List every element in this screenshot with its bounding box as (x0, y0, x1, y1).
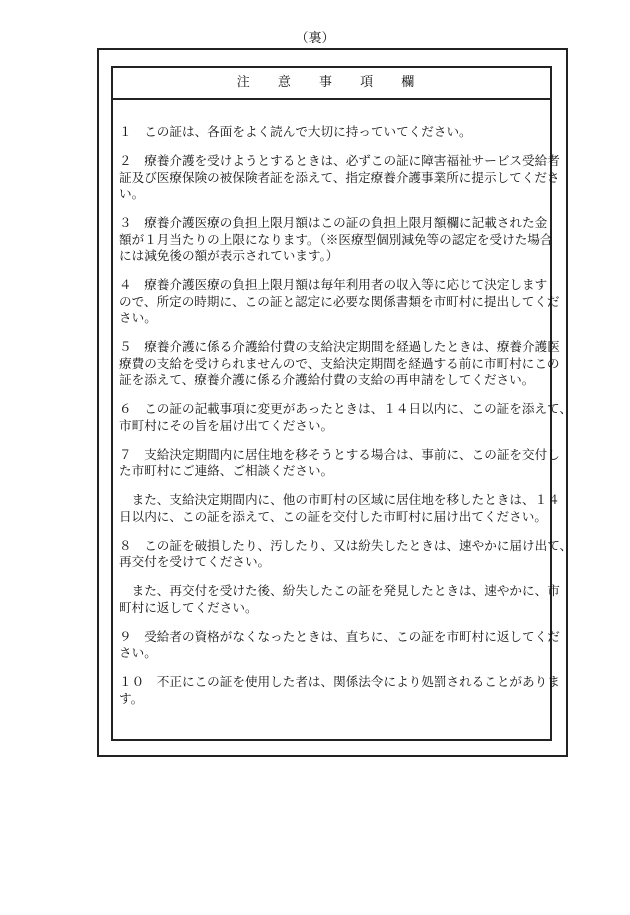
note-line: 町村に返してください。 (119, 599, 258, 615)
note-line: また、再交付を受けた後、紛失したこの証を発見したときは、速やかに、市 (119, 583, 560, 598)
note-item (119, 628, 560, 662)
note-item (119, 124, 550, 141)
note-item (119, 492, 560, 525)
note-line: ４ 療養介護医療の負担上限月額は毎年利用者の収入等に応じて決定します (119, 277, 548, 292)
note-line: 日以内に、この証を添えて、この証を交付した市町村に届け出てください。 (119, 508, 547, 524)
note-line: た市町村にご連絡、ご相談ください。 (119, 463, 334, 478)
note-line: さい。 (119, 645, 157, 660)
note-line: また、支給決定期間内に、他の市町村の区域に居住地を移したときは、１４ (119, 492, 560, 507)
note-line: さい。 (119, 310, 157, 325)
note-line: 市町村にその旨を届け出てください。 (119, 417, 334, 433)
note-line: 療費の支給を受けられませんので、支給決定期間を経過する前に市町村にこの (119, 355, 560, 371)
note-line: 額が１月当たりの上限になります。（※医療型個別減免等の認定を受けた場合 (119, 231, 553, 247)
note-line: には減免後の額が表示されています。） (119, 248, 339, 263)
note-item (119, 277, 560, 327)
note-line: す。 (119, 690, 144, 706)
note-line: ３ 療養介護医療の負担上限月額はこの証の負担上限月額欄に記載された金 (119, 215, 548, 230)
note-item (119, 215, 553, 265)
note-item (119, 537, 573, 571)
note-line: ７ 支給決定期間内に居住地を移そうとする場合は、事前に、この証を交付し (119, 446, 560, 462)
note-item (119, 674, 560, 707)
note-line: ９ 受給者の資格がなくなったときは、直ちに、この証を市町村に返してくだ (119, 628, 560, 644)
note-item (119, 446, 560, 480)
note-item (119, 153, 560, 203)
note-line: い。 (119, 186, 145, 201)
note-line: ５ 療養介護に係る介護給付費の支給決定期間を経過したときは、療養介護医 (119, 339, 560, 354)
notes-body (113, 100, 573, 707)
page-side-label: （裏） (295, 31, 335, 46)
notes-table (111, 66, 573, 741)
note-line: ので、所定の時期に、この証と認定に必要な関係書類を市町村に提出してくだ (119, 293, 560, 309)
note-item (119, 583, 560, 616)
note-item (119, 401, 572, 434)
note-line: 証を添えて、療養介護に係る介護給付費の支給の再申請をしてください。 (119, 372, 535, 387)
notes-title: 注 意 事 項 欄 (113, 68, 550, 100)
note-line: 証及び医療保険の被保険者証を添えて、指定療養介護事業所に提示してくださ (119, 169, 560, 185)
note-line: 再交付を受けてください。 (119, 554, 271, 569)
note-line: １ この証は、各面をよく読んで大切に持っていてください。 (119, 124, 472, 139)
note-line: １０ 不正にこの証を使用した者は、関係法令により処罰されることがありま (119, 674, 560, 689)
note-line: ６ この証の記載事項に変更があったときは、１４日以内に、この証を添えて、 (119, 401, 572, 416)
certificate-frame (97, 48, 573, 757)
note-line: ８ この証を破損したり、汚したり、又は紛失したときは、速やかに届け出て、 (119, 537, 573, 553)
note-item (119, 339, 560, 389)
note-line: ２ 療養介護を受けようとするときは、必ずこの証に障害福祉サービス受給者 (119, 153, 560, 168)
